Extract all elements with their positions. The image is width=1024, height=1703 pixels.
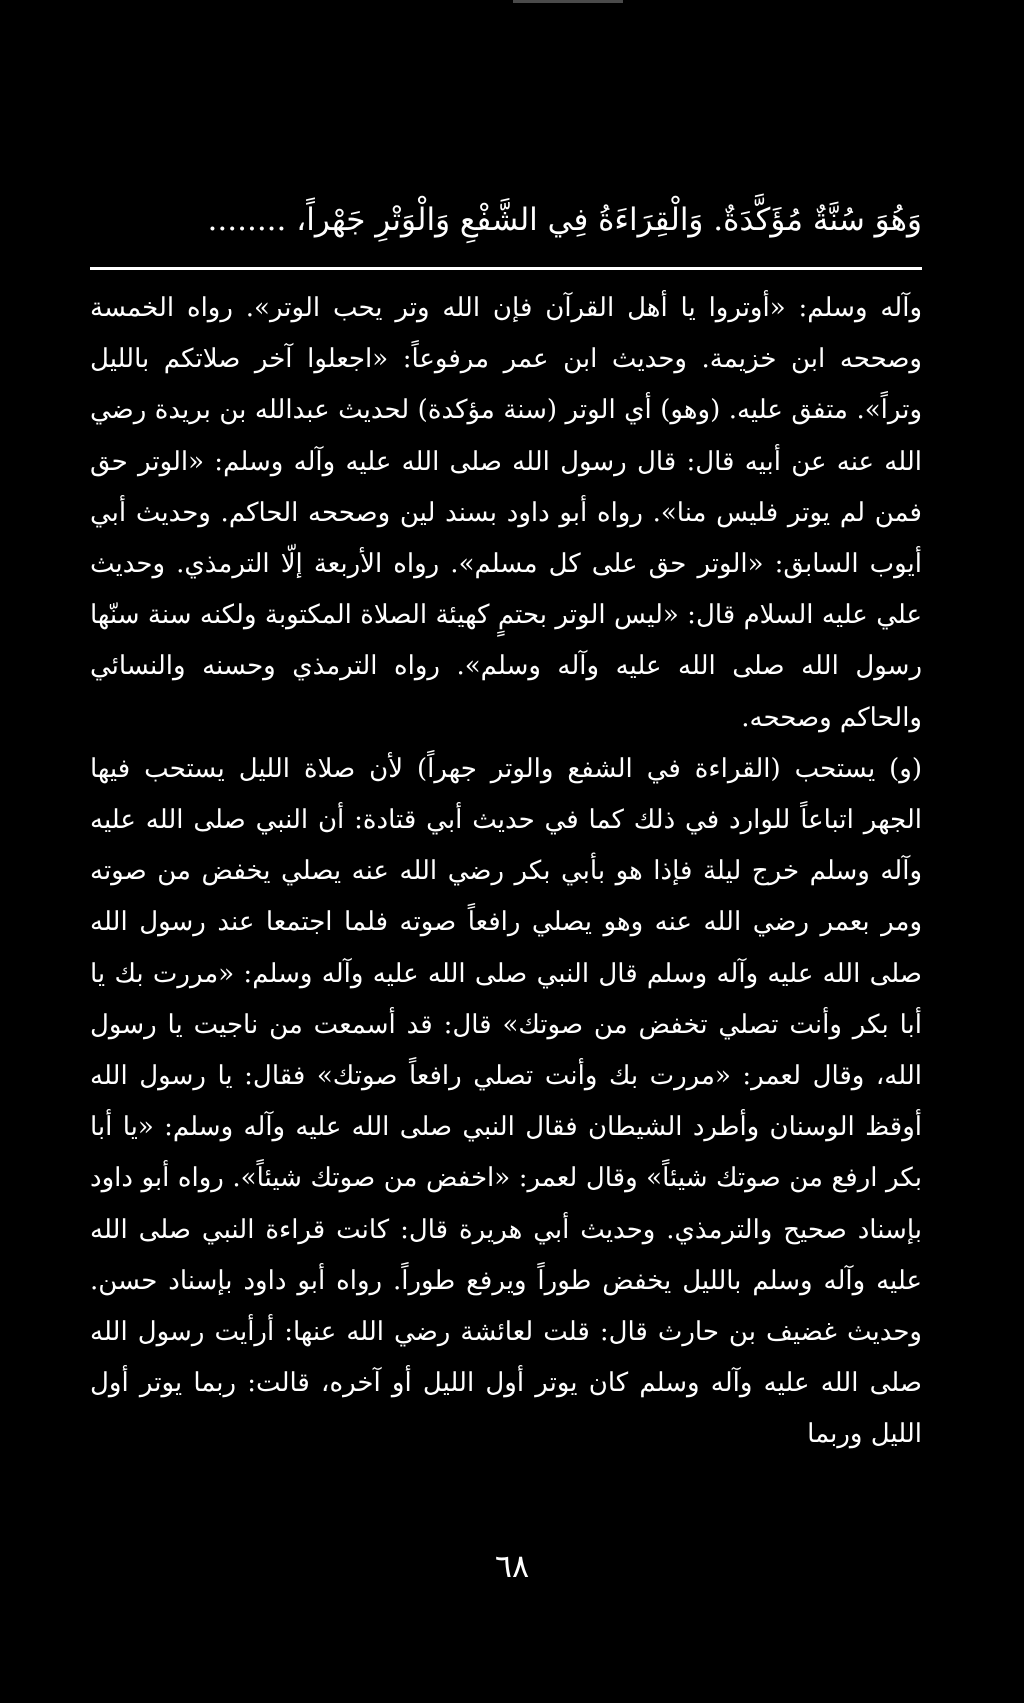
body-text: [90, 283, 922, 1513]
book-page: [90, 180, 922, 1513]
header-verse: وَهُوَ سُنَّةٌ مُؤَكَّدَةٌ. وَالْقِرَاءَةُ فِي الشَّفْعِ وَالْوَتْرِ جَهْراً، ........: [207, 202, 922, 238]
paragraph: (و) يستحب (القراءة في الشفع والوتر جهراً) لأن صلاة الليل يستحب فيها الجهر اتباعاً للوارد في ذلك كما في حديث أبي قتادة: أن النبي صلى الله عليه وآله وسلم خرج ليلة فإذا هو بأبي بكر رضي الله عنه يصلي يخفض من صوته ومر بعمر رضي الله عنه وهو يصلي رافعاً صوته فلما اجتمعا عند رسول الله صلى الله عليه وآله وسلم قال النبي صلى الله عليه وآله وسلم: «مررت بك يا أبا بكر وأنت تصلي تخفض من صوتك» قال: قد أسمعت من ناجيت يا رسول الله، وقال لعمر: «مررت بك وأنت تصلي رافعاً صوتك» فقال: يا رسول الله أوقظ الوسنان وأطرد الشيطان فقال النبي صلى الله عليه وآله وسلم: «يا أبا بكر ارفع من صوتك شيئاً» وقال لعمر: «اخفض من صوتك شيئاً». رواه أبو داود بإسناد صحيح والترمذي. وحديث أبي هريرة قال: كانت قراءة النبي صلى الله عليه وآله وسلم بالليل يخفض طوراً ويرفع طوراً. رواه أبو داود بإسناد حسن. وحديث غضيف بن حارث قال: قلت لعائشة رضي الله عنها: أرأيت رسول الله صلى الله عليه وآله وسلم كان يوتر أول الليل أو آخره، قالت: ربما يوتر أول الليل وربما: [90, 753, 922, 1450]
paragraph: وآله وسلم: «أوتروا يا أهل القرآن فإن الله وتر يحب الوتر». رواه الخمسة وصححه ابن خزيمة. وحديث ابن عمر مرفوعاً: «اجعلوا آخر صلاتكم بالليل وتراً». متفق عليه. (وهو) أي الوتر (سنة مؤكدة) لحديث عبدالله بن بريدة رضي الله عنه عن أبيه قال: قال رسول الله صلى الله عليه وآله وسلم: «الوتر حق فمن لم يوتر فليس منا». رواه أبو داود بسند لين وصححه الحاكم. وحديث أبي أيوب السابق: «الوتر حق على كل مسلم». رواه الأربعة إلّا الترمذي. وحديث علي عليه السلام قال: «ليس الوتر بحتمٍ كهيئة الصلاة المكتوبة ولكنه سنة سنّها رسول الله صلى الله عليه وآله وسلم». رواه الترمذي وحسنه والنسائي والحاكم وصححه.: [90, 293, 922, 733]
page-number: ٦٨: [494, 1547, 530, 1585]
top-edge-strip: [513, 0, 623, 3]
header-divider: [90, 267, 922, 270]
